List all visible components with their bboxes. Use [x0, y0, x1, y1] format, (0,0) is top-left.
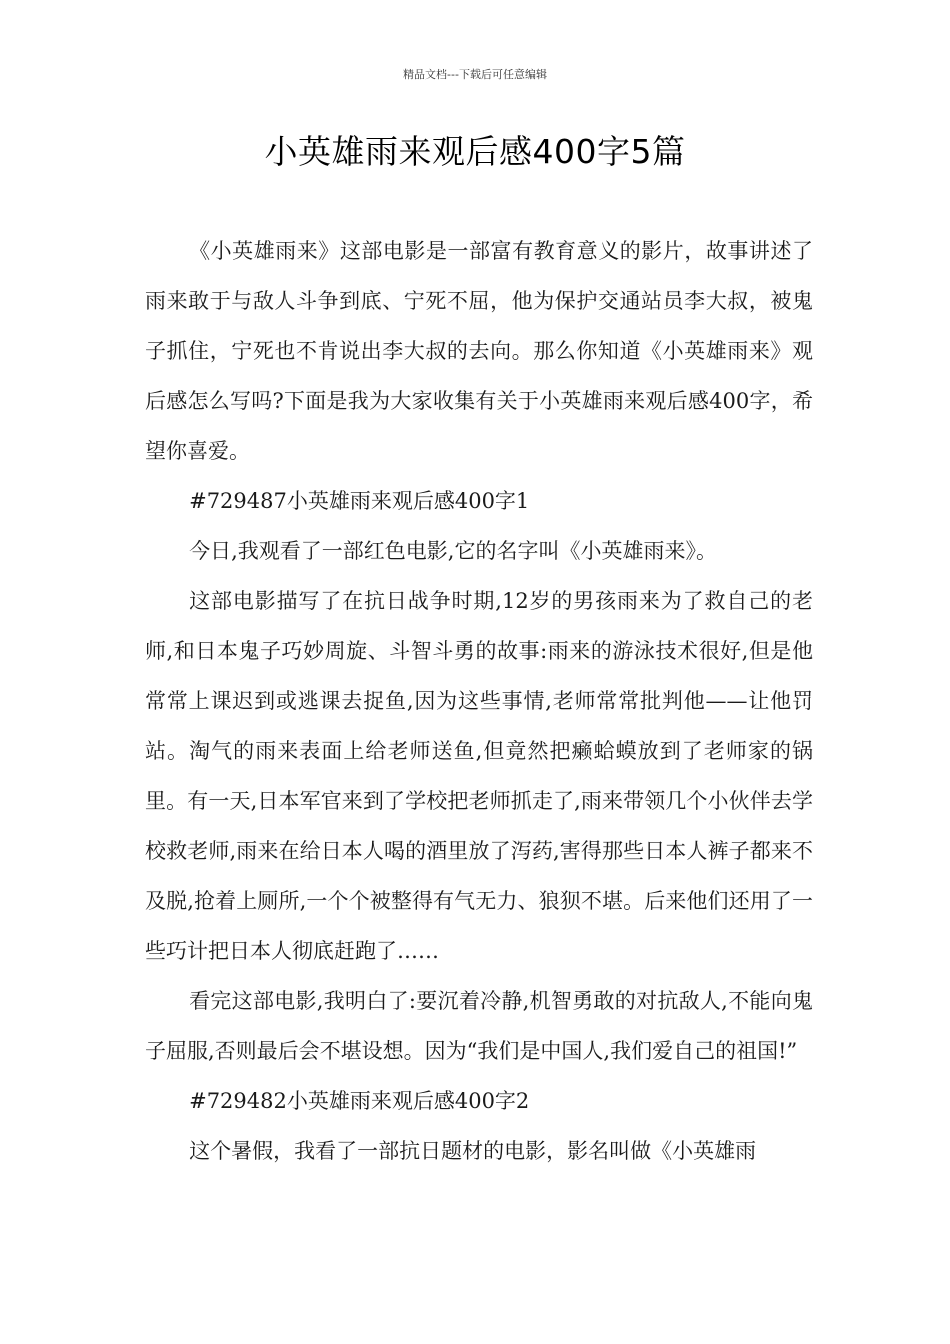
section-heading-1: #729487小英雄雨来观后感400字1	[189, 489, 530, 513]
intro-paragraph: 《小英雄雨来》这部电影是一部富有教育意义的影片，故事讲述了雨来敢于与敌人斗争到底、宁死不屈，他为保护交通站员李大叔，被鬼子抓住，宁死也不肯说出李大叔的去向。那么你知道《小英雄雨来》观后感怎么写吗?下面是我为大家收集有关于小英雄雨来观后感400字，希望你喜爱。	[145, 239, 813, 463]
document-body	[145, 226, 813, 1176]
paragraph: 看完这部电影,我明白了:要沉着冷静,机智勇敢的对抗敌人,不能向鬼子屈服,否则最后会不堪设想。因为“我们是中国人,我们爱自己的祖国!”	[145, 989, 813, 1063]
paragraph: 今日,我观看了一部红色电影,它的名字叫《小英雄雨来》。	[189, 539, 717, 563]
section-heading-2: #729482小英雄雨来观后感400字2	[189, 1089, 530, 1113]
paragraph: 这个暑假，我看了一部抗日题材的电影，影名叫做《小英雄雨	[189, 1139, 757, 1163]
document-title: 小英雄雨来观后感400字5篇	[264, 132, 686, 171]
paragraph: 这部电影描写了在抗日战争时期,12岁的男孩雨来为了救自己的老师,和日本鬼子巧妙周旋、斗智斗勇的故事:雨来的游泳技术很好,但是他常常上课迟到或逃课去捉鱼,因为这些事情,老师常常批判他——让他罚站。淘气的雨来表面上给老师送鱼,但竟然把癞蛤蟆放到了老师家的锅里。有一天,日本军官来到了学校把老师抓走了,雨来带领几个小伙伴去学校救老师,雨来在给日本人喝的酒里放了泻药,害得那些日本人裤子都来不及脱,抢着上厕所,一个个被整得有气无力、狼狈不堪。后来他们还用了一些巧计把日本人彻底赶跑了……	[145, 589, 813, 963]
header-note: 精品文档---下载后可任意编辑	[403, 68, 547, 81]
